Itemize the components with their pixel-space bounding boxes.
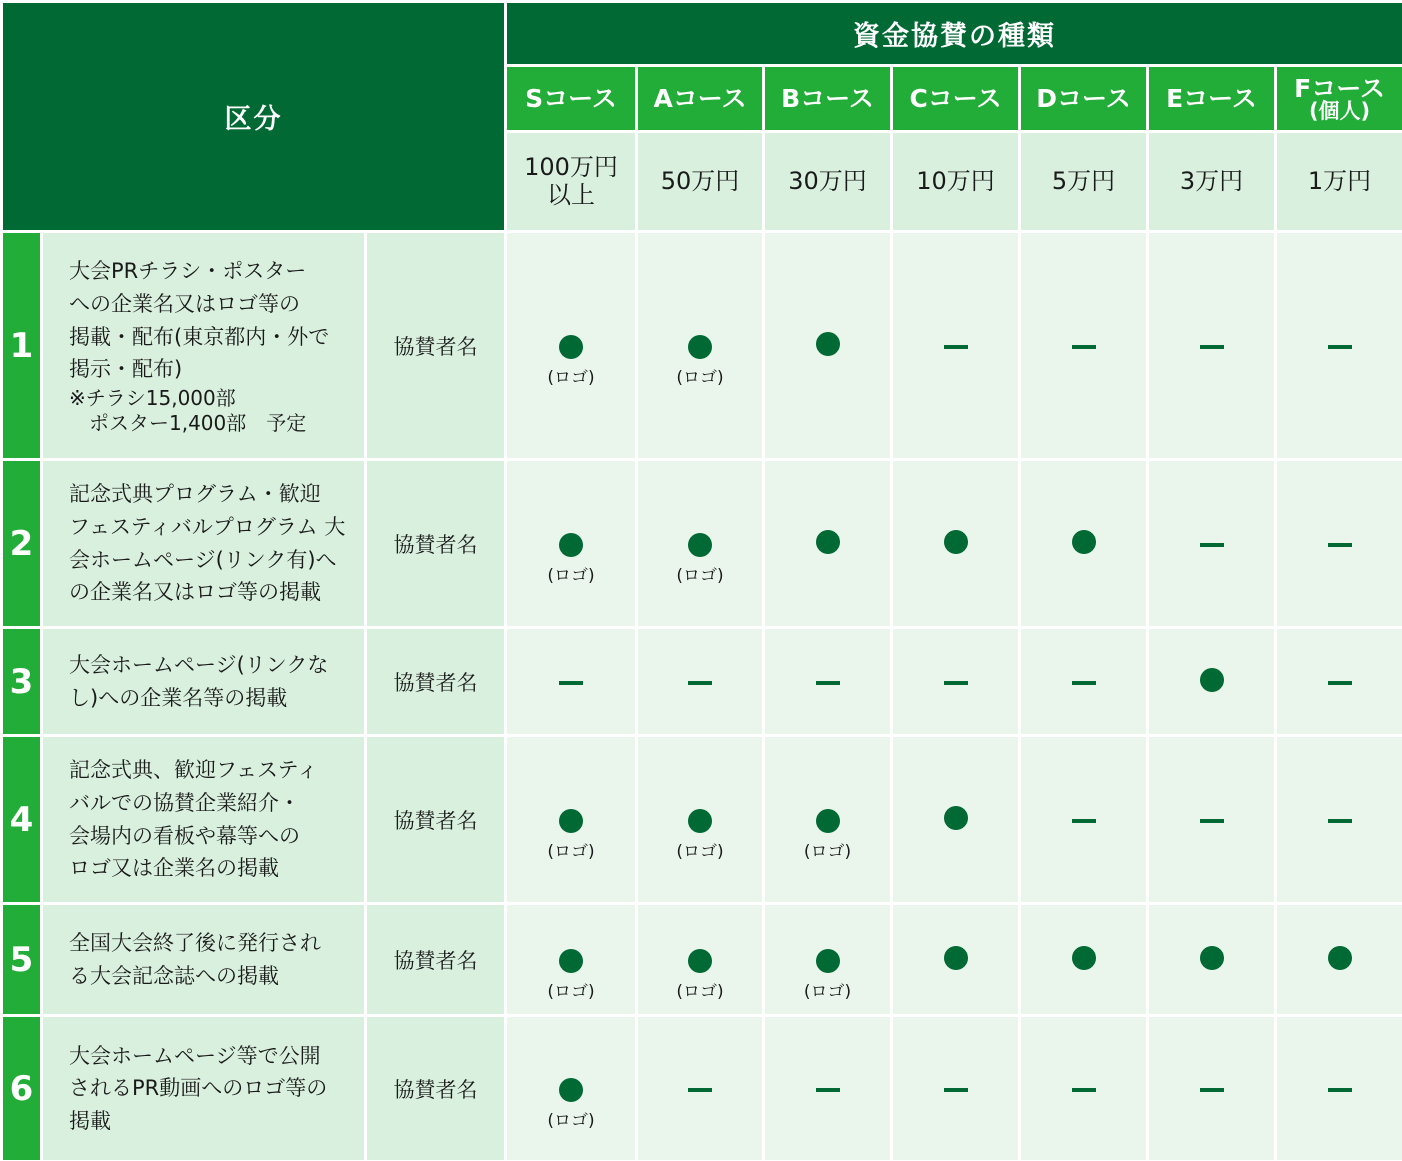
- included-mark: [944, 946, 968, 973]
- filled-circle-icon: [559, 809, 583, 833]
- course-amount: 1万円: [1276, 132, 1402, 232]
- dash-icon: [1200, 819, 1224, 823]
- mark-cell: [764, 628, 892, 736]
- dash-icon: [1200, 345, 1224, 349]
- table-row: [2, 628, 1402, 736]
- description-text: 記念式典プログラム・歓迎 フェスティバルプログラム 大 会ホームページ(リンク有)へ の企業名又はロゴ等の掲載: [69, 482, 346, 605]
- logo-note: (ロゴ): [547, 841, 595, 862]
- not-included-mark: [816, 674, 840, 690]
- not-included-mark: [944, 338, 968, 354]
- included-mark: [1328, 946, 1352, 973]
- filled-circle-icon: [816, 809, 840, 833]
- included-mark: [944, 806, 968, 833]
- filled-circle-icon: [1328, 946, 1352, 970]
- course-amount: 5万円: [1020, 132, 1148, 232]
- row-number: 3: [2, 628, 42, 736]
- mark-cell: [1276, 460, 1402, 628]
- course-header: [1020, 66, 1148, 132]
- logo-note: (ロゴ): [547, 565, 595, 586]
- logo-note: (ロゴ): [547, 981, 595, 1002]
- course-header: [1276, 66, 1402, 132]
- mark-cell: [506, 232, 637, 460]
- course-header: [506, 66, 637, 132]
- row-number: 6: [2, 1016, 42, 1161]
- row-description: [42, 736, 366, 904]
- mark-cell: [637, 460, 764, 628]
- mark-cell: [764, 460, 892, 628]
- mark-cell: [892, 1016, 1020, 1161]
- included-mark: [804, 809, 851, 861]
- included-mark: [547, 335, 594, 387]
- not-included-mark: [688, 674, 712, 690]
- kubun-header: 区分: [2, 2, 506, 232]
- dash-icon: [1072, 1088, 1096, 1092]
- included-mark: [547, 949, 594, 1001]
- mark-cell: [1148, 1016, 1276, 1161]
- filled-circle-icon: [1072, 530, 1096, 554]
- logo-note: (ロゴ): [676, 367, 724, 388]
- filled-circle-icon: [816, 949, 840, 973]
- filled-circle-icon: [559, 1078, 583, 1102]
- not-included-mark: [1200, 338, 1224, 354]
- sponsor-type: 協賛者名: [366, 628, 506, 736]
- mark-cell: [764, 232, 892, 460]
- filled-circle-icon: [1200, 668, 1224, 692]
- table-row: [2, 460, 1402, 628]
- filled-circle-icon: [688, 809, 712, 833]
- mark-cell: [1020, 460, 1148, 628]
- not-included-mark: [1328, 338, 1352, 354]
- row-description: [42, 628, 366, 736]
- not-included-mark: [1072, 812, 1096, 828]
- table-row: [2, 232, 1402, 460]
- mark-cell: [1148, 460, 1276, 628]
- dash-icon: [559, 681, 583, 685]
- course-name: Bコース: [781, 84, 874, 113]
- row-number: 1: [2, 232, 42, 460]
- course-name: Cコース: [909, 84, 1002, 113]
- course-name: Dコース: [1036, 84, 1131, 113]
- logo-note: (ロゴ): [547, 1110, 595, 1131]
- filled-circle-icon: [944, 530, 968, 554]
- included-mark: [547, 809, 594, 861]
- filled-circle-icon: [1200, 946, 1224, 970]
- included-mark: [1072, 946, 1096, 973]
- dash-icon: [1328, 681, 1352, 685]
- sponsor-type: 協賛者名: [366, 1016, 506, 1161]
- mark-cell: [1276, 736, 1402, 904]
- mark-cell: [1276, 232, 1402, 460]
- mark-cell: [1276, 904, 1402, 1016]
- dash-icon: [1328, 543, 1352, 547]
- dash-icon: [1200, 1088, 1224, 1092]
- not-included-mark: [1200, 1081, 1224, 1097]
- sponsor-type: 協賛者名: [366, 460, 506, 628]
- not-included-mark: [688, 1081, 712, 1097]
- dash-icon: [688, 681, 712, 685]
- logo-note: (ロゴ): [803, 981, 852, 1002]
- course-header: [892, 66, 1020, 132]
- included-mark: [676, 533, 723, 585]
- included-mark: [676, 809, 723, 861]
- included-mark: [676, 335, 723, 387]
- row-description: [42, 1016, 366, 1161]
- filled-circle-icon: [944, 806, 968, 830]
- course-amount: 3万円: [1148, 132, 1276, 232]
- course-name: Aコース: [653, 84, 747, 113]
- dash-icon: [1072, 345, 1096, 349]
- not-included-mark: [1072, 1081, 1096, 1097]
- filled-circle-icon: [816, 332, 840, 356]
- logo-note: (ロゴ): [676, 841, 724, 862]
- course-header: [637, 66, 764, 132]
- mark-cell: [764, 736, 892, 904]
- row-description: [42, 232, 366, 460]
- course-amount: 100万円 以上: [506, 132, 637, 232]
- mark-cell: [1148, 736, 1276, 904]
- dash-icon: [1328, 1088, 1352, 1092]
- description-text: 大会PRチラシ・ポスター への企業名又はロゴ等の 掲載・配布(東京都内・外で 掲示・配布): [69, 259, 330, 382]
- course-amount: 30万円: [764, 132, 892, 232]
- course-header: [1148, 66, 1276, 132]
- included-mark: [1200, 946, 1224, 973]
- course-header: [764, 66, 892, 132]
- mark-cell: [637, 904, 764, 1016]
- mark-cell: [764, 904, 892, 1016]
- not-included-mark: [1200, 536, 1224, 552]
- mark-cell: [892, 232, 1020, 460]
- mark-cell: [1020, 736, 1148, 904]
- row-number: 2: [2, 460, 42, 628]
- mark-cell: [1276, 628, 1402, 736]
- dash-icon: [944, 1088, 968, 1092]
- course-name: Sコース: [525, 84, 617, 113]
- sponsor-type: 協賛者名: [366, 904, 506, 1016]
- mark-cell: [637, 1016, 764, 1161]
- row-description: [42, 460, 366, 628]
- mark-cell: [1020, 904, 1148, 1016]
- dash-icon: [816, 681, 840, 685]
- included-mark: [816, 332, 840, 359]
- included-mark: [944, 530, 968, 557]
- logo-note: (ロゴ): [547, 367, 595, 388]
- filled-circle-icon: [1072, 946, 1096, 970]
- mark-cell: [892, 628, 1020, 736]
- table-row: [2, 904, 1402, 1016]
- included-mark: [816, 530, 840, 557]
- not-included-mark: [559, 674, 583, 690]
- sponsorship-types-header: 資金協賛の種類: [506, 2, 1402, 66]
- dash-icon: [1200, 543, 1224, 547]
- dash-icon: [1328, 345, 1352, 349]
- mark-cell: [1148, 904, 1276, 1016]
- sponsor-type: 協賛者名: [366, 232, 506, 460]
- description-text: 大会ホームページ等で公開 されるPR動画へのロゴ等の 掲載: [69, 1043, 328, 1133]
- filled-circle-icon: [688, 335, 712, 359]
- filled-circle-icon: [688, 949, 712, 973]
- mark-cell: [637, 736, 764, 904]
- mark-cell: [637, 232, 764, 460]
- mark-cell: [1148, 628, 1276, 736]
- filled-circle-icon: [559, 335, 583, 359]
- included-mark: [1072, 530, 1096, 557]
- mark-cell: [1020, 1016, 1148, 1161]
- logo-note: (ロゴ): [803, 841, 852, 862]
- included-mark: [804, 949, 851, 1001]
- not-included-mark: [1328, 674, 1352, 690]
- row-number: 4: [2, 736, 42, 904]
- mark-cell: [637, 628, 764, 736]
- not-included-mark: [1328, 536, 1352, 552]
- mark-cell: [892, 736, 1020, 904]
- included-mark: [547, 1078, 594, 1130]
- not-included-mark: [1200, 812, 1224, 828]
- description-text: 大会ホームページ(リンクな し)への企業名等の掲載: [69, 652, 329, 710]
- table-body: [2, 232, 1402, 1161]
- not-included-mark: [816, 1081, 840, 1097]
- description-text: 記念式典、歓迎フェスティ バルでの協賛企業紹介・ 会場内の看板や幕等への ロゴ又は企業名の掲載: [69, 758, 318, 881]
- dash-icon: [688, 1088, 712, 1092]
- course-name: Eコース: [1166, 84, 1257, 113]
- mark-cell: [1020, 628, 1148, 736]
- not-included-mark: [944, 674, 968, 690]
- not-included-mark: [944, 1081, 968, 1097]
- row-number: 5: [2, 904, 42, 1016]
- mark-cell: [506, 904, 637, 1016]
- filled-circle-icon: [688, 533, 712, 557]
- included-mark: [676, 949, 723, 1001]
- table-row: [2, 1016, 1402, 1161]
- mark-cell: [506, 628, 637, 736]
- logo-note: (ロゴ): [676, 981, 724, 1002]
- mark-cell: [764, 1016, 892, 1161]
- description-note: ※チラシ15,000部 ポスター1,400部 予定: [69, 385, 307, 435]
- not-included-mark: [1328, 812, 1352, 828]
- course-amount: 10万円: [892, 132, 1020, 232]
- filled-circle-icon: [559, 533, 583, 557]
- mark-cell: [1020, 232, 1148, 460]
- dash-icon: [944, 681, 968, 685]
- filled-circle-icon: [944, 946, 968, 970]
- dash-icon: [816, 1088, 840, 1092]
- description-text: 全国大会終了後に発行され る大会記念誌への掲載: [69, 930, 321, 988]
- filled-circle-icon: [816, 530, 840, 554]
- course-name: Fコース: [1294, 73, 1385, 103]
- included-mark: [1200, 668, 1224, 695]
- mark-cell: [1148, 232, 1276, 460]
- dash-icon: [944, 345, 968, 349]
- logo-note: (ロゴ): [676, 565, 724, 586]
- filled-circle-icon: [559, 949, 583, 973]
- mark-cell: [506, 736, 637, 904]
- table-row: [2, 736, 1402, 904]
- included-mark: [547, 533, 594, 585]
- mark-cell: [892, 904, 1020, 1016]
- dash-icon: [1072, 681, 1096, 685]
- mark-cell: [506, 460, 637, 628]
- row-description: [42, 904, 366, 1016]
- course-amount: 50万円: [637, 132, 764, 232]
- not-included-mark: [1072, 674, 1096, 690]
- dash-icon: [1328, 819, 1352, 823]
- sponsor-type: 協賛者名: [366, 736, 506, 904]
- dash-icon: [1072, 819, 1096, 823]
- course-sub: (個人): [1308, 98, 1371, 123]
- mark-cell: [506, 1016, 637, 1161]
- not-included-mark: [1072, 338, 1096, 354]
- mark-cell: [1276, 1016, 1402, 1161]
- not-included-mark: [1328, 1081, 1352, 1097]
- mark-cell: [892, 460, 1020, 628]
